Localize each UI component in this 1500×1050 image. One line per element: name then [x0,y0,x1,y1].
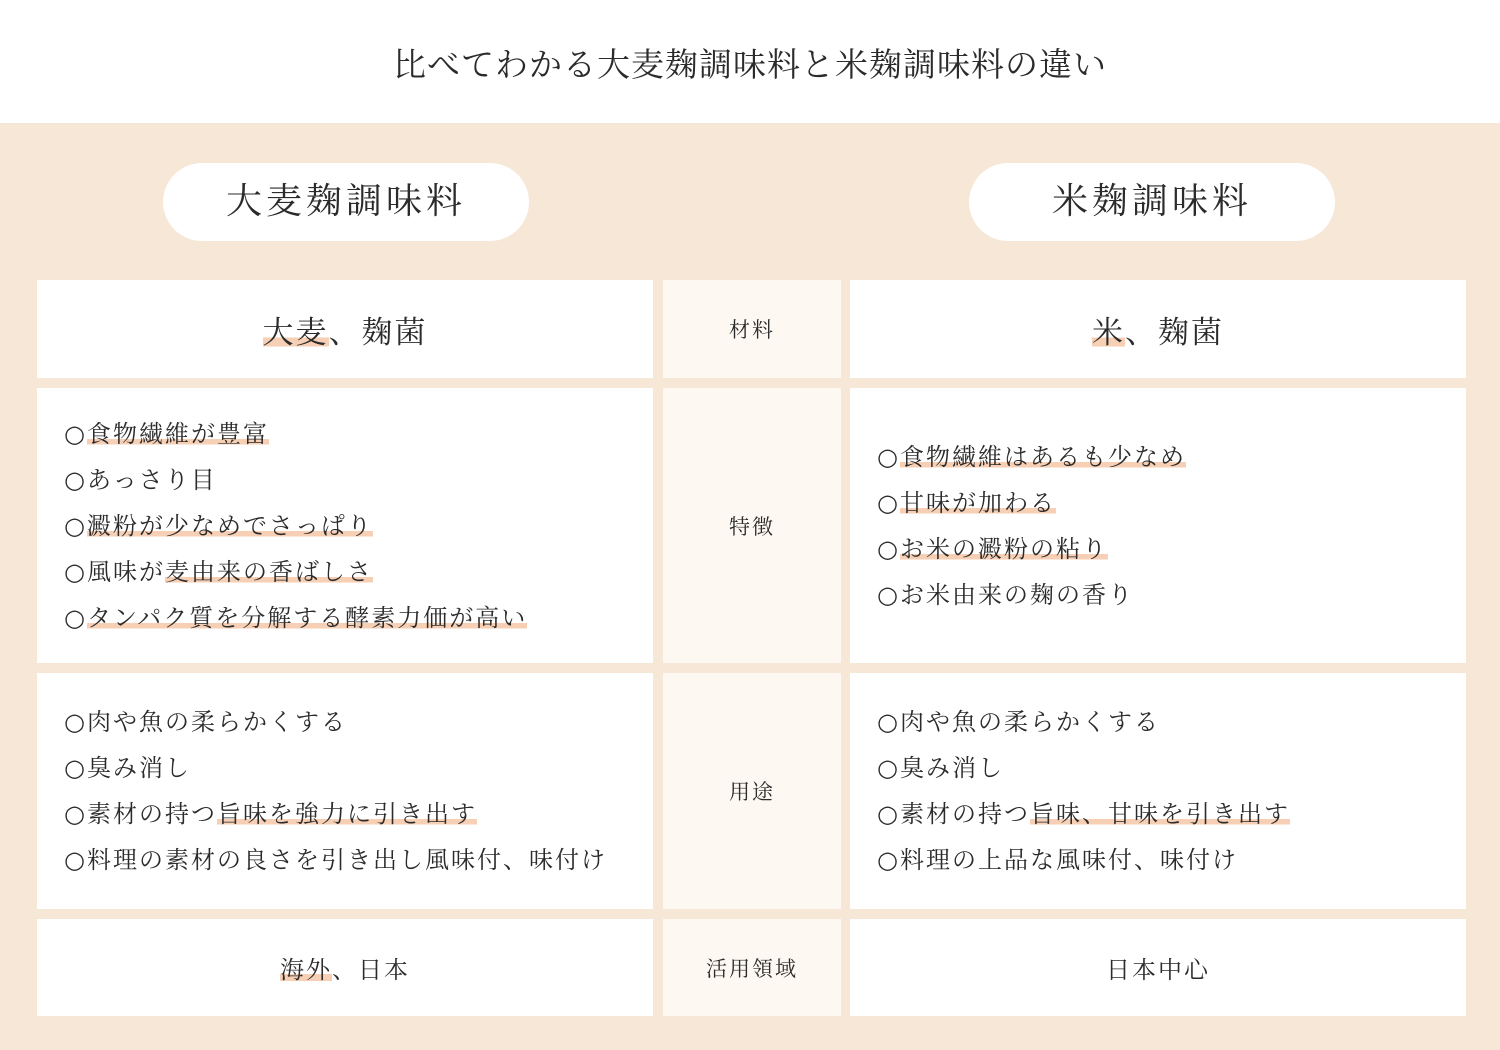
region-rice-rest: 日本中心 [1106,956,1210,984]
list-item [877,699,1466,745]
uses-barley [37,673,653,909]
material-rice-highlight: 米 [1092,307,1125,352]
list-item [64,791,653,837]
list-item-pre: ○臭み消し [877,754,1004,782]
material-barley-rest: 、麹菌 [328,314,428,351]
list-item [64,595,653,641]
list-item-hl: お米の澱粉の粘り [899,534,1108,563]
list-item-hl: 旨味を強力に引き出す [216,800,477,828]
list-item [64,745,653,791]
list-item-pre: ○お米由来の麹の香り [877,580,1134,609]
page-title: 比べてわかる大麦麹調味料と米麹調味料の違い [393,45,1107,84]
list-item [877,745,1466,791]
list-item-hl: 食物繊維が豊富 [86,419,269,448]
list-item-pre: ○臭み消し [64,754,191,782]
list-item [64,411,653,457]
list-item-pre: ○風味が [64,557,165,586]
region-barley [37,919,653,1016]
list-item-pre: ○ [877,534,900,563]
list-item-pre: ○料理の上品な風味付、味付け [877,846,1238,874]
list-item-pre: ○ [64,511,87,540]
uses-rice [850,673,1466,909]
column-header-rice: 米麹調味料 [969,163,1335,241]
list-item-pre: ○肉や魚の柔らかくする [64,708,347,736]
list-item [64,503,653,549]
list-item-pre: ○ [64,419,87,448]
list-item [877,480,1466,526]
list-item [877,572,1466,618]
list-item-pre: ○あっさり目 [64,465,217,494]
list-item-hl: タンパク質を分解する酵素力価が高い [86,603,528,632]
list-item-hl: 旨味、甘味を引き出す [1029,800,1290,828]
list-item [877,791,1466,837]
list-item [64,837,653,883]
column-header-barley: 大麦麹調味料 [163,163,529,241]
features-barley [37,388,653,663]
material-rice-rest: 、麹菌 [1125,314,1224,351]
list-item [877,526,1466,572]
list-item [64,699,653,745]
list-item [64,549,653,595]
material-barley [37,280,653,378]
list-item-pre: ○素材の持つ [877,800,1030,828]
list-item-hl: 食物繊維はあるも少なめ [899,442,1186,471]
material-rice [850,280,1466,378]
list-item-pre: ○肉や魚の柔らかくする [877,708,1160,736]
material-barley-highlight: 大麦 [263,307,329,352]
region-barley-rest: 、日本 [332,956,410,984]
row-label-features: 特徴 [663,388,841,663]
row-label-material: 材料 [663,280,841,378]
list-item-hl: 甘味が加わる [899,488,1056,517]
list-item-pre: ○ [877,488,900,517]
list-item-pre: ○ [64,603,87,632]
list-item [877,434,1466,480]
row-label-region: 活用領域 [663,919,841,1016]
list-item-hl: 麦由来の香ばしさ [164,557,373,586]
list-item-pre: ○素材の持つ [64,800,217,828]
list-item-pre: ○料理の素材の良さを引き出し風味付、味付け [64,846,607,874]
region-barley-highlight: 海外 [280,950,332,985]
list-item-hl: 澱粉が少なめでさっぱり [86,511,373,540]
features-rice [850,388,1466,663]
list-item-pre: ○ [877,442,900,471]
row-label-uses: 用途 [663,673,841,909]
region-rice [850,919,1466,1016]
list-item [877,837,1466,883]
list-item [64,457,653,503]
